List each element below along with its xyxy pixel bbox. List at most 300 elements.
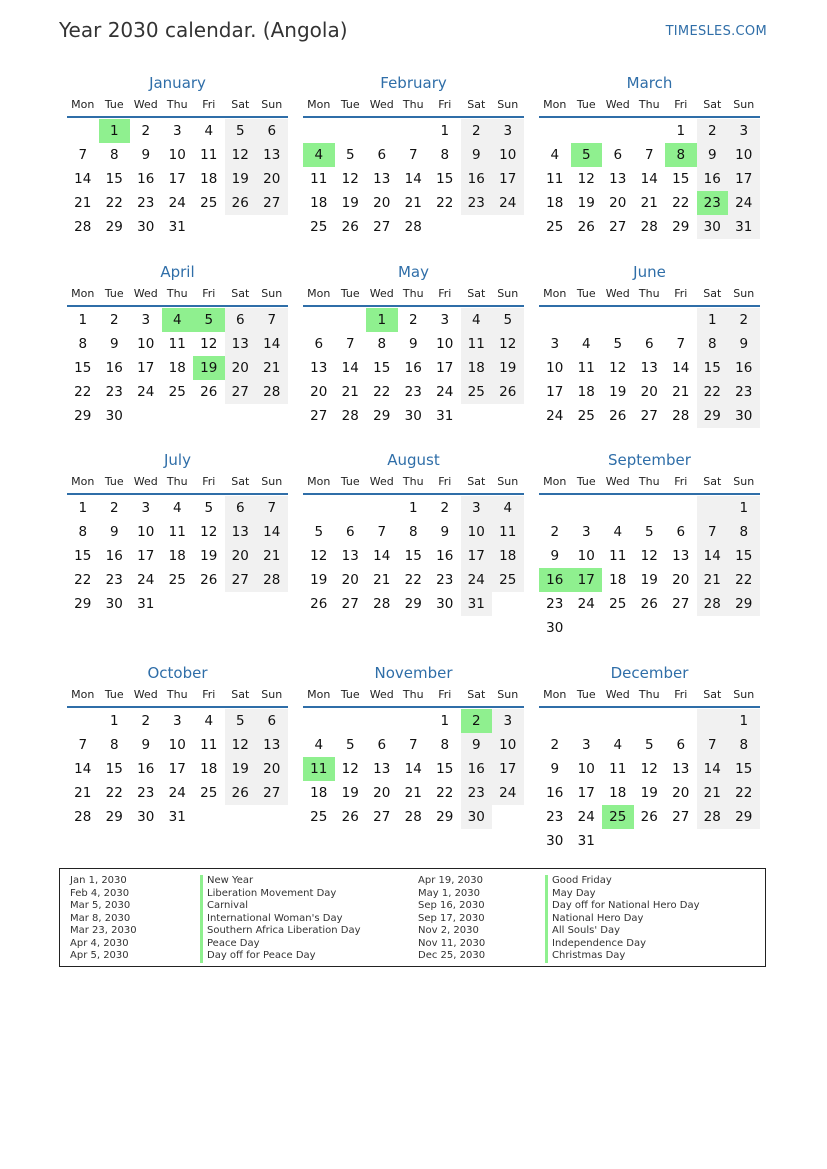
day-cell: 18 [492, 544, 524, 568]
empty-day-cell [366, 709, 398, 733]
day-cell: 3 [728, 119, 760, 143]
day-cell: 10 [436, 336, 454, 352]
day-cell: 7 [676, 336, 686, 352]
day-cell: 1 [728, 709, 760, 733]
day-cell: 10 [168, 147, 186, 163]
day-cell: 5 [225, 709, 257, 733]
day-cell: 18 [310, 785, 328, 801]
weekday-label: Wed [605, 688, 630, 701]
empty-day-cell [366, 496, 398, 520]
weekday-label: Mon [543, 98, 567, 111]
week-row [67, 332, 288, 356]
day-cell: 15 [404, 548, 422, 564]
weekday-label: Wed [133, 688, 158, 701]
day-cell: 26 [310, 596, 328, 612]
weekday-label: Wed [605, 287, 630, 300]
week-row [67, 496, 288, 520]
empty-day-cell [602, 496, 634, 520]
weekday-label: Wed [133, 475, 158, 488]
weekday-label: Sun [261, 98, 283, 111]
day-cell: 16 [728, 356, 760, 380]
day-cell: 25 [461, 380, 493, 404]
day-cell: 6 [377, 147, 387, 163]
day-cell: 9 [697, 143, 729, 167]
day-cell: 22 [728, 781, 760, 805]
day-cell: 12 [225, 733, 257, 757]
day-cell: 14 [640, 171, 658, 187]
week-row [539, 805, 760, 829]
day-cell: 2 [697, 119, 729, 143]
day-cell: 11 [200, 737, 218, 753]
week-row [303, 496, 524, 520]
day-cell: 16 [404, 360, 422, 376]
day-cell: 17 [436, 360, 454, 376]
day-cell: 7 [256, 496, 288, 520]
day-cell: 10 [577, 761, 595, 777]
empty-day-cell [193, 404, 225, 428]
week-row [303, 592, 524, 616]
empty-day-cell [225, 805, 257, 829]
day-cell: 7 [408, 147, 418, 163]
day-cell: 23 [137, 195, 155, 211]
day-cell: 10 [168, 737, 186, 753]
month-march [539, 73, 760, 239]
weekday-label: Tue [576, 98, 596, 111]
weekday-header [539, 471, 760, 495]
day-cell: 20 [609, 195, 627, 211]
week-row [303, 167, 524, 191]
weekday-label: Fri [674, 287, 688, 300]
empty-day-cell [602, 119, 634, 143]
day-cell: 14 [341, 360, 359, 376]
day-cell: 25 [200, 195, 218, 211]
weekday-label: Sun [497, 98, 519, 111]
legend-holiday-name: New Year [200, 875, 361, 888]
day-cell: 27 [256, 781, 288, 805]
legend-date: May 1, 2030 [418, 887, 481, 899]
legend-holiday-name: Day off for National Hero Day [545, 900, 700, 913]
day-cell: 18 [461, 356, 493, 380]
day-cell: 13 [310, 360, 328, 376]
weekday-label: Fri [674, 688, 688, 701]
day-cell: 27 [640, 408, 658, 424]
day-cell: 15 [728, 757, 760, 781]
day-cell: 1 [78, 312, 88, 328]
empty-day-cell [429, 215, 461, 239]
day-cell: 26 [577, 219, 595, 235]
month-january [67, 73, 288, 239]
empty-day-cell [697, 616, 729, 640]
day-cell: 22 [697, 380, 729, 404]
day-cell: 29 [728, 805, 760, 829]
legend-date: Jan 1, 2030 [70, 875, 127, 886]
day-cell: 1 [697, 308, 729, 332]
empty-day-cell [665, 308, 697, 332]
weekday-label: Mon [71, 98, 95, 111]
weekday-label: Sun [497, 475, 519, 488]
day-cell: 21 [697, 568, 729, 592]
day-cell: 9 [141, 737, 151, 753]
legend-holiday-name: Southern Africa Liberation Day [200, 925, 361, 938]
day-cell: 22 [105, 195, 123, 211]
day-cell: 16 [137, 761, 155, 777]
weekday-label: Thu [402, 688, 424, 701]
weekday-label: Wed [369, 98, 394, 111]
empty-day-cell [256, 215, 288, 239]
week-row [303, 544, 524, 568]
weekday-label: Mon [543, 475, 567, 488]
day-cell: 27 [609, 219, 627, 235]
day-cell: 19 [609, 384, 627, 400]
weekday-label: Mon [543, 688, 567, 701]
day-cell: 17 [492, 167, 524, 191]
day-cell: 17 [168, 171, 186, 187]
weekday-label: Tue [576, 287, 596, 300]
day-cell: 24 [492, 191, 524, 215]
weekday-label: Tue [340, 688, 360, 701]
day-cell: 19 [577, 195, 595, 211]
day-cell: 1 [728, 496, 760, 520]
legend-holiday-name: Carnival [200, 900, 361, 913]
day-cell: 19 [341, 785, 359, 801]
day-cell: 11 [577, 360, 595, 376]
weekday-label: Fri [438, 688, 452, 701]
weekday-label: Tue [576, 688, 596, 701]
day-cell: 1 [78, 500, 88, 516]
day-cell: 6 [314, 336, 324, 352]
legend-holiday-name: Good Friday [545, 875, 700, 888]
empty-day-cell [398, 119, 430, 143]
day-cell: 2 [550, 524, 560, 540]
day-cell: 20 [672, 785, 690, 801]
week-row [67, 592, 288, 616]
holiday-day-cell: 5 [193, 308, 225, 332]
week-row [67, 380, 288, 404]
empty-day-cell [225, 404, 257, 428]
day-cell: 10 [137, 524, 155, 540]
empty-day-cell [335, 709, 367, 733]
day-cell: 26 [640, 596, 658, 612]
weekday-label: Sat [231, 98, 250, 111]
holiday-day-cell: 16 [539, 568, 571, 592]
empty-day-cell [193, 592, 225, 616]
legend-date: Apr 5, 2030 [70, 950, 129, 961]
day-cell: 14 [672, 360, 690, 376]
day-cell: 23 [461, 781, 493, 805]
day-cell: 6 [225, 496, 257, 520]
day-cell: 3 [172, 713, 182, 729]
legend-dates-left [70, 875, 137, 963]
weekday-label: Sun [733, 475, 755, 488]
weekday-label: Wed [369, 688, 394, 701]
weekday-label: Sat [703, 475, 722, 488]
week-row [539, 332, 760, 356]
empty-day-cell [67, 119, 99, 143]
day-cell: 23 [546, 596, 564, 612]
empty-day-cell [303, 709, 335, 733]
empty-day-cell [366, 119, 398, 143]
weekday-label: Sun [497, 688, 519, 701]
weekday-label: Wed [605, 475, 630, 488]
empty-day-cell [225, 592, 257, 616]
empty-day-cell [539, 496, 571, 520]
day-cell: 30 [137, 219, 155, 235]
day-cell: 22 [373, 384, 391, 400]
day-cell: 28 [74, 809, 92, 825]
day-cell: 31 [461, 592, 493, 616]
week-row [539, 191, 760, 215]
weekday-label: Wed [605, 98, 630, 111]
day-cell: 18 [168, 360, 186, 376]
holiday-day-cell: 11 [303, 757, 335, 781]
day-cell: 12 [577, 171, 595, 187]
weekday-label: Sat [231, 475, 250, 488]
day-cell: 16 [546, 785, 564, 801]
holiday-day-cell: 23 [697, 191, 729, 215]
month-october [67, 663, 288, 829]
day-cell: 13 [341, 548, 359, 564]
weekday-label: Tue [104, 475, 124, 488]
weekday-label: Tue [104, 98, 124, 111]
empty-day-cell [130, 404, 162, 428]
day-cell: 15 [74, 360, 92, 376]
holiday-legend [59, 868, 766, 967]
legend-holiday-name: May Day [545, 888, 700, 901]
day-cell: 12 [609, 360, 627, 376]
weekday-header [303, 94, 524, 118]
day-cell: 19 [492, 356, 524, 380]
day-cell: 30 [546, 833, 564, 849]
day-cell: 24 [577, 596, 595, 612]
day-cell: 16 [137, 171, 155, 187]
week-row [67, 404, 288, 428]
day-cell: 4 [172, 500, 182, 516]
day-cell: 7 [697, 520, 729, 544]
weekday-label: Sun [261, 475, 283, 488]
legend-date: Nov 2, 2030 [418, 925, 479, 936]
weekday-label: Thu [402, 475, 424, 488]
day-cell: 8 [78, 524, 88, 540]
legend-holiday-name: Liberation Movement Day [200, 888, 361, 901]
empty-day-cell [602, 616, 634, 640]
day-cell: 29 [404, 596, 422, 612]
month-november [303, 663, 524, 829]
day-cell: 17 [546, 384, 564, 400]
day-cell: 13 [373, 761, 391, 777]
empty-day-cell [728, 829, 760, 853]
weekday-label: Thu [402, 287, 424, 300]
day-cell: 22 [74, 572, 92, 588]
day-cell: 25 [310, 219, 328, 235]
empty-day-cell [461, 215, 493, 239]
week-row [303, 215, 524, 239]
weekday-label: Mon [307, 688, 331, 701]
day-cell: 20 [256, 167, 288, 191]
weekday-label: Sun [733, 98, 755, 111]
week-row [539, 404, 760, 428]
day-cell: 27 [373, 219, 391, 235]
day-cell: 19 [310, 572, 328, 588]
week-row [303, 404, 524, 428]
day-cell: 7 [377, 524, 387, 540]
day-cell: 6 [676, 524, 686, 540]
day-cell: 30 [105, 596, 123, 612]
holiday-day-cell: 17 [571, 568, 603, 592]
weekday-label: Wed [369, 475, 394, 488]
week-row [539, 380, 760, 404]
day-cell: 30 [404, 408, 422, 424]
day-cell: 16 [461, 757, 493, 781]
day-cell: 7 [345, 336, 355, 352]
legend-holiday-name: All Souls' Day [545, 925, 700, 938]
legend-holiday-name: National Hero Day [545, 913, 700, 926]
day-cell: 18 [577, 384, 595, 400]
weekday-header [539, 684, 760, 708]
week-row [539, 119, 760, 143]
weekday-label: Wed [369, 287, 394, 300]
day-cell: 30 [436, 596, 454, 612]
day-cell: 12 [200, 336, 218, 352]
day-cell: 9 [550, 548, 560, 564]
day-cell: 15 [436, 171, 454, 187]
weekday-label: Sat [467, 98, 486, 111]
week-row [539, 143, 760, 167]
day-cell: 8 [728, 520, 760, 544]
day-cell: 5 [204, 500, 214, 516]
day-cell: 31 [168, 809, 186, 825]
legend-date: Feb 4, 2030 [70, 887, 130, 899]
weekday-label: Tue [104, 287, 124, 300]
day-cell: 11 [310, 171, 328, 187]
day-cell: 23 [105, 384, 123, 400]
weekday-header [303, 471, 524, 495]
day-cell: 14 [74, 761, 92, 777]
weekday-label: Fri [438, 98, 452, 111]
week-row [539, 215, 760, 239]
weekday-label: Thu [638, 287, 660, 300]
day-cell: 10 [492, 733, 524, 757]
day-cell: 4 [613, 524, 623, 540]
day-cell: 29 [672, 219, 690, 235]
day-cell: 11 [546, 171, 564, 187]
empty-day-cell [398, 709, 430, 733]
day-cell: 27 [256, 191, 288, 215]
day-cell: 2 [109, 500, 119, 516]
day-cell: 28 [404, 219, 422, 235]
day-cell: 14 [697, 544, 729, 568]
legend-date: Apr 4, 2030 [70, 937, 129, 949]
day-cell: 14 [74, 171, 92, 187]
day-cell: 2 [141, 713, 151, 729]
day-cell: 20 [256, 757, 288, 781]
day-cell: 30 [461, 805, 493, 829]
weekday-label: Thu [166, 287, 188, 300]
day-cell: 11 [168, 336, 186, 352]
day-cell: 5 [613, 336, 623, 352]
day-cell: 3 [461, 496, 493, 520]
day-cell: 2 [461, 119, 493, 143]
week-row [539, 568, 760, 592]
day-cell: 17 [137, 360, 155, 376]
day-cell: 7 [644, 147, 654, 163]
week-row [67, 215, 288, 239]
day-cell: 15 [74, 548, 92, 564]
day-cell: 27 [225, 568, 257, 592]
day-cell: 6 [345, 524, 355, 540]
weekday-label: Tue [104, 688, 124, 701]
empty-day-cell [634, 496, 666, 520]
day-cell: 22 [74, 384, 92, 400]
week-row [539, 520, 760, 544]
day-cell: 28 [672, 408, 690, 424]
day-cell: 28 [697, 805, 729, 829]
month-name: May [397, 263, 429, 281]
day-cell: 30 [546, 620, 564, 636]
day-cell: 12 [492, 332, 524, 356]
weekday-label: Mon [71, 688, 95, 701]
day-cell: 26 [609, 408, 627, 424]
day-cell: 29 [105, 219, 123, 235]
day-cell: 8 [408, 524, 418, 540]
holiday-day-cell: 4 [303, 143, 335, 167]
week-row [303, 308, 524, 332]
weekday-label: Sat [467, 688, 486, 701]
day-cell: 10 [492, 143, 524, 167]
day-cell: 25 [492, 568, 524, 592]
empty-day-cell [335, 308, 367, 332]
weekday-label: Wed [133, 98, 158, 111]
empty-day-cell [665, 709, 697, 733]
day-cell: 16 [461, 167, 493, 191]
day-cell: 8 [109, 147, 119, 163]
week-row [303, 709, 524, 733]
legend-date: Sep 16, 2030 [418, 900, 485, 911]
day-cell: 19 [225, 167, 257, 191]
week-row [67, 167, 288, 191]
month-february [303, 73, 524, 239]
day-cell: 28 [256, 568, 288, 592]
empty-day-cell [571, 308, 603, 332]
week-row [303, 568, 524, 592]
day-cell: 8 [440, 147, 450, 163]
day-cell: 21 [640, 195, 658, 211]
day-cell: 1 [676, 123, 686, 139]
empty-day-cell [303, 119, 335, 143]
site-brand-link[interactable]: TIMESLES.COM [665, 24, 767, 39]
day-cell: 7 [256, 308, 288, 332]
day-cell: 8 [697, 332, 729, 356]
day-cell: 25 [168, 572, 186, 588]
day-cell: 20 [672, 572, 690, 588]
day-cell: 3 [141, 312, 151, 328]
week-row [303, 805, 524, 829]
day-cell: 14 [373, 548, 391, 564]
day-cell: 20 [640, 384, 658, 400]
day-cell: 22 [728, 568, 760, 592]
day-cell: 9 [408, 336, 418, 352]
day-cell: 8 [78, 336, 88, 352]
day-cell: 8 [109, 737, 119, 753]
day-cell: 15 [672, 171, 690, 187]
day-cell: 20 [310, 384, 328, 400]
day-cell: 5 [644, 737, 654, 753]
empty-day-cell [492, 592, 524, 616]
day-cell: 19 [640, 572, 658, 588]
day-cell: 14 [404, 761, 422, 777]
week-row [67, 143, 288, 167]
month-name: September [608, 451, 691, 469]
week-row [67, 568, 288, 592]
